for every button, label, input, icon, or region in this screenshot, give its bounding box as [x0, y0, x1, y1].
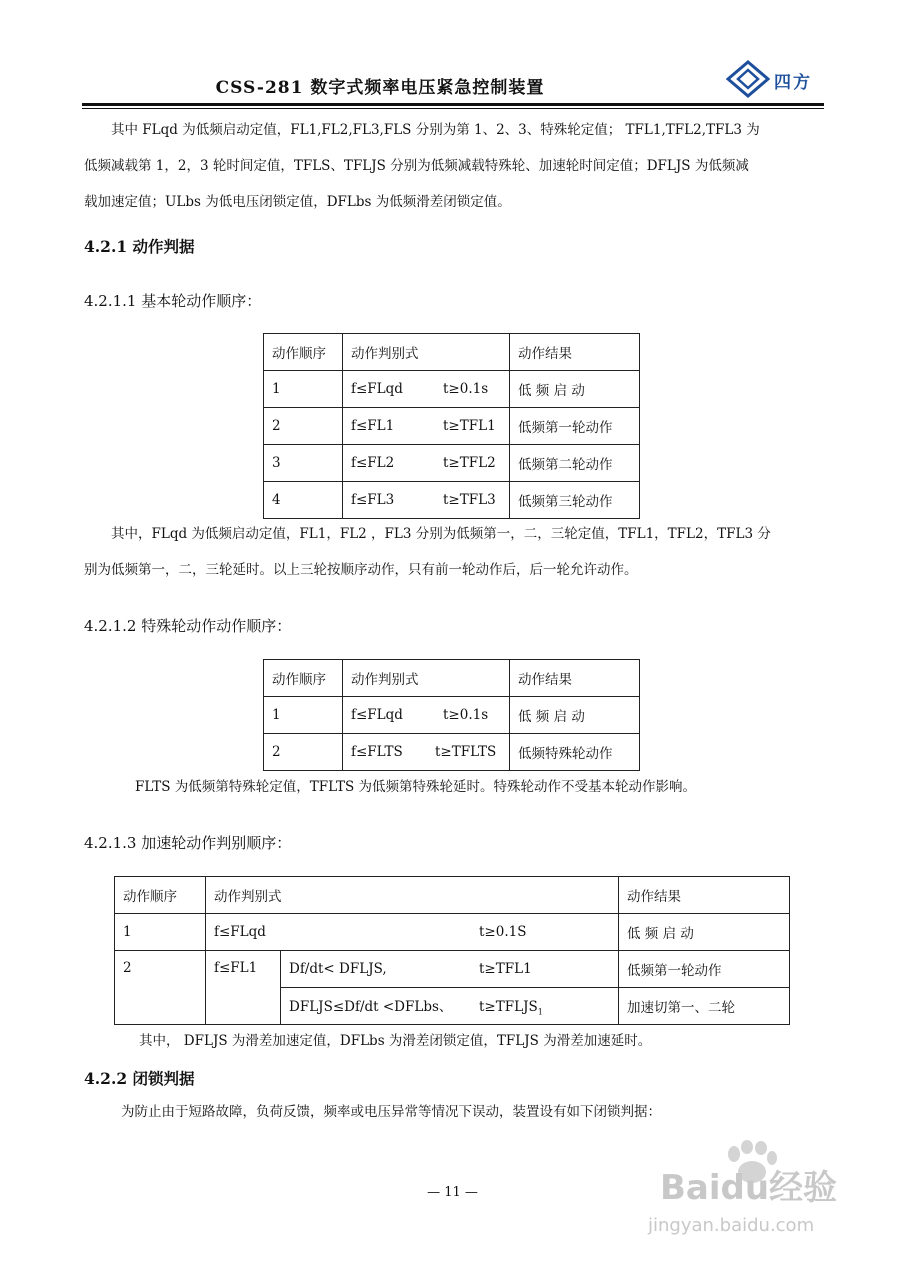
- header-result: 动作结果: [510, 334, 640, 371]
- cell-t: t≥TFLJS: [479, 999, 538, 1016]
- cell-result: 低 频 启 动: [510, 697, 640, 734]
- table-row: [264, 697, 640, 734]
- cell-f: f≤FL3: [351, 492, 395, 508]
- cell-f: f≤FLqd: [351, 381, 403, 397]
- cell-t: t≥TFLTS: [435, 744, 497, 760]
- cell-t: t≥0.1s: [443, 381, 489, 397]
- baidu-watermark: [640, 1140, 840, 1250]
- cell-cond: DFLJS≤Df/dt <DFLbs、: [289, 999, 453, 1016]
- cell-order: 2: [264, 734, 343, 771]
- cell-result: 加速切第一、二轮: [619, 988, 790, 1025]
- header-order: 动作顺序: [264, 334, 343, 371]
- cell-criterion: [343, 445, 510, 482]
- cell-t: t≥TFL1: [443, 418, 496, 434]
- section-heading-4211: 4.2.1.1 基本轮动作顺序：: [84, 292, 262, 310]
- header-rule-thin: [82, 108, 824, 109]
- table-row: [115, 951, 790, 988]
- basic-round-note: [84, 516, 824, 588]
- cell-result: 低 频 启 动: [619, 914, 790, 951]
- logo-diamond-icon: [726, 60, 770, 98]
- cell-criterion: [343, 408, 510, 445]
- header-criterion: 动作判别式: [343, 334, 510, 371]
- accelerated-round-table: [114, 876, 790, 1025]
- section-heading-4213: 4.2.1.3 加速轮动作判别顺序：: [84, 834, 292, 852]
- cell-criterion: [343, 482, 510, 519]
- cell-t: t≥TFL2: [443, 455, 496, 471]
- cell-f: f≤FLTS: [351, 744, 403, 760]
- company-logo: [724, 60, 824, 100]
- intro-line-2: 低频减载第 1，2，3 轮时间定值，TFLS、TFLJS 分别为低频减载特殊轮、加速轮时间定值；DFLJS 为低频减: [84, 158, 749, 174]
- cell-result: 低频第三轮动作: [510, 482, 640, 519]
- header-order: 动作顺序: [115, 877, 206, 914]
- cell-result: 低频第一轮动作: [619, 951, 790, 988]
- cell-criterion: [343, 734, 510, 771]
- cell-criterion: [281, 988, 619, 1025]
- cell-criterion: [281, 951, 619, 988]
- table-row: [264, 445, 640, 482]
- cell-result: 低频特殊轮动作: [510, 734, 640, 771]
- accelerated-round-note: 其中， DFLJS 为滑差加速定值，DFLbs 为滑差闭锁定值，TFLJS 为滑差加速延时。: [139, 1033, 652, 1049]
- watermark-brand: Baidu经验: [660, 1168, 838, 1208]
- cell-result: 低频第二轮动作: [510, 445, 640, 482]
- cell-order: 3: [264, 445, 343, 482]
- cell-t-subscript: 1: [537, 1007, 543, 1017]
- table-row: [264, 482, 640, 519]
- basic-round-table: [263, 333, 640, 519]
- table-row: [115, 914, 790, 951]
- section-heading-422: 4.2.2 闭锁判据: [84, 1069, 195, 1088]
- special-round-note: FLTS 为低频第特殊轮定值，TFLTS 为低频第特殊轮延时。特殊轮动作不受基本轮动作影响。: [135, 779, 697, 795]
- special-round-table: [263, 659, 640, 771]
- logo-text: 四方: [774, 73, 812, 93]
- cell-criterion: [343, 697, 510, 734]
- cell-order: 1: [264, 371, 343, 408]
- cell-t: t≥TFL3: [443, 492, 496, 508]
- cell-order: 2: [115, 951, 206, 1025]
- note-line-2: 别为低频第一，二，三轮延时。以上三轮按顺序动作，只有前一轮动作后，后一轮允许动作。: [84, 562, 638, 578]
- table-header-row: [115, 877, 790, 914]
- header-criterion: 动作判别式: [343, 660, 510, 697]
- cell-cond: Df/dt< DFLJS,: [289, 961, 387, 977]
- table-row: [264, 408, 640, 445]
- header-result: 动作结果: [619, 877, 790, 914]
- cell-criterion: [206, 914, 619, 951]
- cell-f: f≤FLqd: [214, 924, 266, 940]
- note-line-1: 其中，FLqd 为低频启动定值，FL1，FL2 ，FL3 分别为低频第一，二，三轮定值，TFL1，TFL2，TFL3 分: [111, 526, 771, 542]
- cell-t: t≥0.1S: [479, 924, 527, 940]
- cell-result: 低 频 启 动: [510, 371, 640, 408]
- document-header-title: CSS-281 数字式频率电压紧急控制装置: [215, 78, 545, 98]
- table-header-row: [264, 334, 640, 371]
- cell-f: f≤FL1: [206, 951, 281, 1025]
- watermark-url: jingyan.baidu.com: [648, 1215, 815, 1236]
- cell-order: 1: [264, 697, 343, 734]
- blocking-intro-text: 为防止由于短路故障，负荷反馈，频率或电压异常等情况下误动，装置设有如下闭锁判据：: [121, 1104, 661, 1120]
- cell-order: 1: [115, 914, 206, 951]
- cell-f: f≤FLqd: [351, 707, 403, 723]
- cell-f: f≤FL1: [351, 418, 395, 434]
- header-result: 动作结果: [510, 660, 640, 697]
- table-row: [264, 371, 640, 408]
- cell-t: t≥0.1s: [443, 707, 489, 723]
- section-heading-4212: 4.2.1.2 特殊轮动作动作顺序：: [84, 617, 292, 635]
- intro-paragraph: [84, 112, 824, 220]
- page-number: — 11 —: [427, 1185, 478, 1200]
- header-rule-thick: [82, 103, 824, 106]
- intro-line-3: 载加速定值；ULbs 为低电压闭锁定值，DFLbs 为低频滑差闭锁定值。: [84, 194, 511, 210]
- table-row: [264, 734, 640, 771]
- cell-f: f≤FL2: [351, 455, 395, 471]
- header-order: 动作顺序: [264, 660, 343, 697]
- section-heading-421: 4.2.1 动作判据: [84, 237, 195, 256]
- cell-criterion: [343, 371, 510, 408]
- intro-line-1: 其中 FLqd 为低频启动定值，FL1,FL2,FL3,FLS 分别为第 1、2、3、特殊轮定值； TFL1,TFL2,TFL3 为: [111, 122, 760, 138]
- cell-t: t≥TFL1: [479, 961, 532, 977]
- cell-order: 2: [264, 408, 343, 445]
- table-header-row: [264, 660, 640, 697]
- header-criterion: 动作判别式: [206, 877, 619, 914]
- cell-result: 低频第一轮动作: [510, 408, 640, 445]
- cell-order: 4: [264, 482, 343, 519]
